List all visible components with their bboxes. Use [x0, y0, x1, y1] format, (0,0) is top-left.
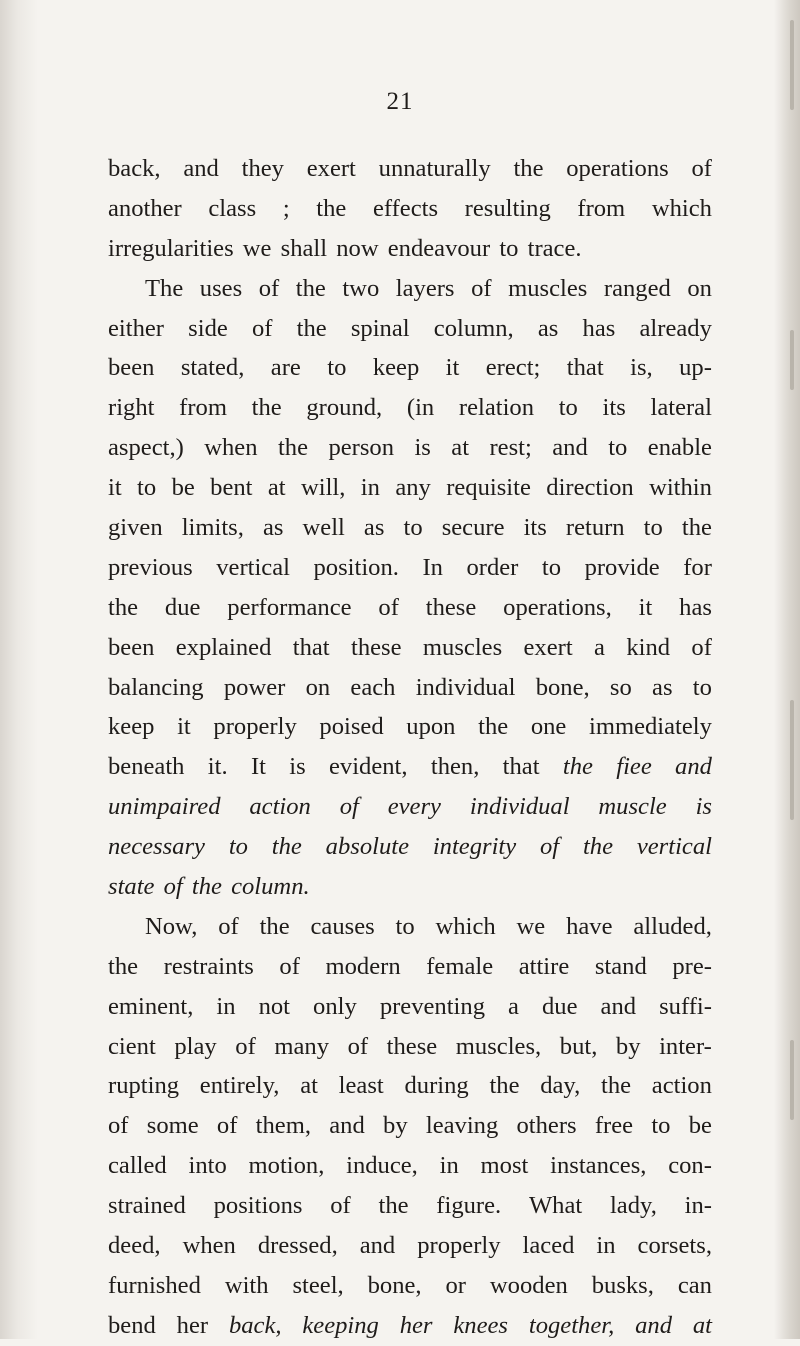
- word: we: [516, 912, 546, 940]
- text-line: [108, 1027, 712, 1067]
- text-line: [108, 588, 712, 628]
- word: column,: [433, 314, 514, 342]
- word: it: [638, 593, 653, 621]
- word: of: [691, 155, 712, 182]
- word: in: [596, 1232, 616, 1260]
- word: In: [422, 553, 443, 581]
- text-line: [108, 548, 712, 588]
- word: back,: [108, 155, 161, 182]
- word: to: [137, 474, 157, 502]
- word: necessary: [108, 833, 205, 861]
- word: Now,: [145, 912, 198, 940]
- word: direction: [546, 474, 634, 502]
- word: (in: [406, 394, 435, 422]
- word: bent: [210, 474, 253, 502]
- word: been: [108, 633, 155, 661]
- word: class: [208, 194, 257, 222]
- word: exert: [306, 155, 356, 182]
- text-line: [108, 827, 712, 867]
- word: spinal: [350, 314, 410, 342]
- word: and: [329, 1112, 365, 1140]
- word: enable: [647, 434, 712, 462]
- word: unnaturally: [378, 155, 491, 182]
- word: of: [235, 1032, 256, 1060]
- word: muscles,: [455, 1032, 542, 1060]
- word: ;: [282, 194, 290, 222]
- word: of: [691, 633, 712, 661]
- word: provide: [584, 553, 660, 581]
- word: two: [342, 274, 380, 302]
- word: erect;: [485, 354, 541, 382]
- word: explained: [175, 633, 272, 661]
- word: steel,: [292, 1271, 344, 1299]
- word: as: [537, 314, 559, 342]
- word: been: [108, 354, 155, 382]
- word: properly: [213, 713, 297, 741]
- text-line: [108, 787, 712, 827]
- word: vertical: [636, 833, 712, 861]
- text-line: [108, 1066, 712, 1106]
- word: of: [347, 1032, 369, 1060]
- word: integrity: [432, 833, 517, 861]
- word: the: [295, 274, 326, 302]
- word: corsets,: [637, 1232, 712, 1260]
- word: to: [327, 354, 347, 382]
- word: her: [176, 1311, 209, 1339]
- word: con-: [668, 1152, 712, 1180]
- word: up-: [679, 354, 712, 382]
- word: balancing: [108, 673, 204, 701]
- text-line: [108, 1186, 712, 1226]
- word: properly: [417, 1232, 501, 1260]
- word: person: [328, 434, 395, 462]
- word: the: [681, 514, 712, 542]
- word: bend: [108, 1311, 156, 1339]
- word: when: [182, 1232, 236, 1260]
- word: the: [601, 1072, 632, 1100]
- edge-mark: [790, 700, 794, 820]
- word: for: [683, 553, 712, 581]
- word: given: [108, 514, 163, 542]
- word: the: [108, 593, 139, 621]
- body-text: [108, 149, 712, 1346]
- word: within: [649, 474, 712, 502]
- text-line: [108, 1306, 712, 1346]
- word: of: [251, 314, 273, 342]
- word: It: [250, 753, 266, 781]
- word: busks,: [591, 1271, 654, 1299]
- edge-mark: [790, 330, 794, 390]
- word: which: [651, 194, 712, 222]
- word: can: [677, 1271, 712, 1299]
- text-line: [108, 348, 712, 388]
- word: of: [218, 912, 239, 940]
- word: requisite: [446, 474, 531, 502]
- word: is,: [630, 354, 653, 382]
- word: the: [271, 833, 302, 861]
- word: return: [565, 514, 625, 542]
- word: from: [577, 194, 626, 222]
- word: eminent,: [108, 992, 194, 1020]
- word: to: [403, 514, 423, 542]
- word: action: [651, 1072, 712, 1100]
- word: kind: [626, 633, 671, 661]
- word: it.: [207, 753, 228, 781]
- word: pre-: [672, 952, 712, 980]
- word: these: [386, 1032, 438, 1060]
- word: each: [350, 673, 396, 701]
- word: operations,: [503, 593, 612, 621]
- word: by: [383, 1112, 408, 1140]
- word: that: [502, 753, 540, 781]
- word: to: [558, 394, 578, 422]
- word: to: [228, 833, 248, 861]
- word: of: [216, 1112, 238, 1140]
- word: knees: [453, 1311, 508, 1339]
- word: beneath: [108, 753, 185, 781]
- word: and: [359, 1232, 396, 1260]
- page-edge-shadow: [774, 0, 800, 1339]
- word: in: [439, 1152, 459, 1180]
- word: by: [615, 1032, 641, 1060]
- text-line: [108, 309, 712, 349]
- word: the: [251, 394, 282, 422]
- word: order: [466, 553, 519, 581]
- word: inter-: [659, 1032, 712, 1060]
- word: of: [108, 1112, 129, 1140]
- word: many: [274, 1032, 330, 1060]
- word: as: [262, 514, 284, 542]
- text-line: [108, 1226, 712, 1266]
- text-line: [108, 747, 712, 787]
- word: due: [541, 992, 578, 1020]
- edge-mark: [790, 1040, 794, 1120]
- page-number: 21: [386, 88, 414, 115]
- word: stand: [594, 952, 647, 980]
- text-line: [108, 229, 712, 269]
- word: individual: [469, 793, 570, 821]
- word: instances,: [550, 1152, 647, 1180]
- word: her: [399, 1311, 433, 1339]
- word: leaving: [425, 1112, 499, 1140]
- word: What: [528, 1192, 583, 1220]
- word: column.: [231, 873, 310, 901]
- word: muscles: [422, 633, 503, 661]
- text-line: [108, 707, 712, 747]
- word: is: [695, 793, 712, 821]
- word: state: [108, 873, 164, 901]
- word: bone,: [535, 673, 590, 701]
- word: in-: [684, 1192, 712, 1220]
- word: at: [267, 474, 286, 502]
- word: some: [146, 1112, 199, 1140]
- word: the: [378, 1192, 409, 1220]
- text-line: [108, 1106, 712, 1146]
- word: are: [270, 354, 301, 382]
- word: stated,: [180, 354, 245, 382]
- word: during: [404, 1072, 469, 1100]
- word: rest;: [489, 434, 532, 462]
- word: from: [179, 394, 227, 422]
- text-line: [108, 1266, 712, 1306]
- word: muscles: [508, 274, 588, 302]
- word: and: [635, 1311, 672, 1339]
- word: any: [395, 474, 431, 502]
- word: on: [687, 274, 712, 302]
- word: has: [679, 593, 712, 621]
- word: layers: [395, 274, 455, 302]
- word: the: [582, 833, 614, 861]
- text-line: [108, 668, 712, 708]
- word: a: [508, 992, 519, 1020]
- word: cient: [108, 1032, 156, 1060]
- word: furnished: [108, 1271, 201, 1299]
- page-binding-shadow: [0, 0, 38, 1339]
- word: the: [489, 1072, 520, 1100]
- word: and: [552, 434, 588, 462]
- word: as: [652, 673, 673, 701]
- word: to: [651, 1112, 671, 1140]
- word: they: [241, 155, 284, 182]
- word: lady,: [609, 1192, 657, 1220]
- word: suffi-: [659, 992, 712, 1020]
- word: either: [108, 314, 164, 342]
- word: trace.: [527, 234, 582, 262]
- word: modern: [325, 952, 401, 980]
- word: lateral: [650, 394, 712, 422]
- word: another: [108, 194, 182, 222]
- word: ground,: [306, 394, 383, 422]
- word: action: [249, 793, 311, 821]
- word: and: [600, 992, 637, 1020]
- text-line: [108, 428, 712, 468]
- word: together,: [528, 1311, 615, 1339]
- word: of: [471, 274, 492, 302]
- word: rupting: [108, 1072, 180, 1100]
- word: only: [313, 992, 357, 1020]
- text-line: [108, 867, 712, 907]
- word: in: [216, 992, 236, 1020]
- word: to: [395, 912, 415, 940]
- word: these: [351, 633, 402, 661]
- word: at: [692, 1311, 712, 1339]
- word: previous: [108, 553, 193, 581]
- word: have: [566, 912, 613, 940]
- word: individual: [415, 673, 516, 701]
- word: ranged: [603, 274, 671, 302]
- word: the: [277, 434, 308, 462]
- word: it: [108, 474, 122, 502]
- word: now: [336, 234, 388, 262]
- word: is: [414, 434, 431, 462]
- word: shall: [280, 234, 337, 262]
- word: not: [258, 992, 291, 1020]
- word: and: [675, 753, 712, 781]
- text-line: [108, 907, 712, 947]
- word: right: [108, 394, 155, 422]
- word: least: [338, 1072, 384, 1100]
- word: dressed,: [257, 1232, 338, 1260]
- word: the: [191, 873, 232, 901]
- text-line: [108, 149, 712, 189]
- word: poised: [319, 713, 384, 741]
- word: unimpaired: [108, 793, 221, 821]
- word: play: [174, 1032, 217, 1060]
- word: attire: [518, 952, 570, 980]
- word: due: [164, 593, 201, 621]
- word: or: [445, 1271, 466, 1299]
- word: the: [108, 952, 139, 980]
- word: well: [302, 514, 345, 542]
- word: will,: [301, 474, 346, 502]
- word: at: [451, 434, 470, 462]
- text-line: [108, 987, 712, 1027]
- word: it: [445, 354, 460, 382]
- word: the: [316, 194, 347, 222]
- word: effects: [372, 194, 439, 222]
- word: it: [177, 713, 191, 741]
- text-line: [108, 269, 712, 309]
- word: absolute: [325, 833, 409, 861]
- word: in: [360, 474, 380, 502]
- word: induce,: [346, 1152, 418, 1180]
- word: preventing: [379, 992, 485, 1020]
- word: power: [223, 673, 286, 701]
- text-line: [108, 468, 712, 508]
- word: a: [594, 633, 605, 661]
- word: as: [363, 514, 385, 542]
- text-line: [108, 628, 712, 668]
- word: so: [609, 673, 632, 701]
- word: of: [540, 833, 560, 861]
- word: with: [224, 1271, 269, 1299]
- word: strained: [108, 1192, 186, 1220]
- word: of: [378, 593, 399, 621]
- word: female: [426, 952, 494, 980]
- word: to: [692, 673, 712, 701]
- word: uses: [199, 274, 243, 302]
- word: others: [516, 1112, 577, 1140]
- word: back,: [228, 1311, 282, 1339]
- word: every: [387, 793, 441, 821]
- word: upon: [406, 713, 456, 741]
- word: that: [566, 354, 604, 382]
- word: and: [183, 155, 219, 182]
- word: muscle: [598, 793, 667, 821]
- word: evident,: [329, 753, 408, 781]
- text-line: [108, 1146, 712, 1186]
- word: that: [292, 633, 330, 661]
- word: position.: [313, 553, 399, 581]
- word: but,: [559, 1032, 598, 1060]
- word: deed,: [108, 1232, 161, 1260]
- word: exert: [523, 633, 573, 661]
- word: which: [435, 912, 496, 940]
- word: called: [108, 1152, 167, 1180]
- word: its: [602, 394, 626, 422]
- word: to: [541, 553, 562, 581]
- word: irregularities: [108, 234, 243, 262]
- word: be: [688, 1112, 712, 1140]
- word: causes: [310, 912, 375, 940]
- word: has: [582, 314, 616, 342]
- word: is: [289, 753, 306, 781]
- word: at: [300, 1072, 318, 1100]
- text-line: [108, 508, 712, 548]
- word: performance: [227, 593, 352, 621]
- word: restraints: [163, 952, 254, 980]
- word: fiee: [616, 753, 652, 781]
- word: wooden: [489, 1271, 568, 1299]
- text-line: [108, 947, 712, 987]
- word: limits,: [181, 514, 244, 542]
- word: the: [259, 912, 290, 940]
- word: free: [594, 1112, 634, 1140]
- word: most: [480, 1152, 529, 1180]
- word: keep: [108, 713, 155, 741]
- word: when: [204, 434, 258, 462]
- word: operations: [566, 155, 669, 182]
- word: we: [242, 234, 281, 262]
- word: relation: [458, 394, 535, 422]
- word: bone,: [367, 1271, 422, 1299]
- word: into: [188, 1152, 227, 1180]
- word: its: [523, 514, 547, 542]
- word: keep: [372, 354, 420, 382]
- word: positions: [213, 1192, 303, 1220]
- word: day,: [540, 1072, 581, 1100]
- word: The: [145, 274, 184, 302]
- word: be: [171, 474, 195, 502]
- word: aspect,): [108, 434, 184, 462]
- word: then,: [430, 753, 480, 781]
- word: resulting: [464, 194, 551, 222]
- word: the: [562, 753, 593, 781]
- word: entirely,: [199, 1072, 280, 1100]
- word: side: [188, 314, 228, 342]
- word: of: [258, 274, 280, 302]
- word: the: [296, 314, 327, 342]
- word: to: [608, 434, 628, 462]
- word: figure.: [436, 1192, 502, 1220]
- word: one: [530, 713, 567, 741]
- word: keeping: [302, 1311, 379, 1339]
- word: of: [330, 1192, 351, 1220]
- word: laced: [522, 1232, 575, 1260]
- word: of: [163, 873, 192, 901]
- word: them,: [255, 1112, 311, 1140]
- text-line: [108, 388, 712, 428]
- word: of: [279, 952, 300, 980]
- word: already: [639, 314, 712, 342]
- word: the: [478, 713, 509, 741]
- word: vertical: [216, 553, 290, 581]
- word: to: [643, 514, 663, 542]
- word: the: [513, 155, 544, 182]
- word: immediately: [589, 713, 712, 741]
- word: these: [425, 593, 477, 621]
- word: to: [499, 234, 528, 262]
- word: on: [305, 673, 331, 701]
- word: motion,: [248, 1152, 325, 1180]
- text-line: [108, 189, 712, 229]
- word: secure: [441, 514, 505, 542]
- word: of: [339, 793, 359, 821]
- word: endeavour: [387, 234, 500, 262]
- word: alluded,: [633, 912, 712, 940]
